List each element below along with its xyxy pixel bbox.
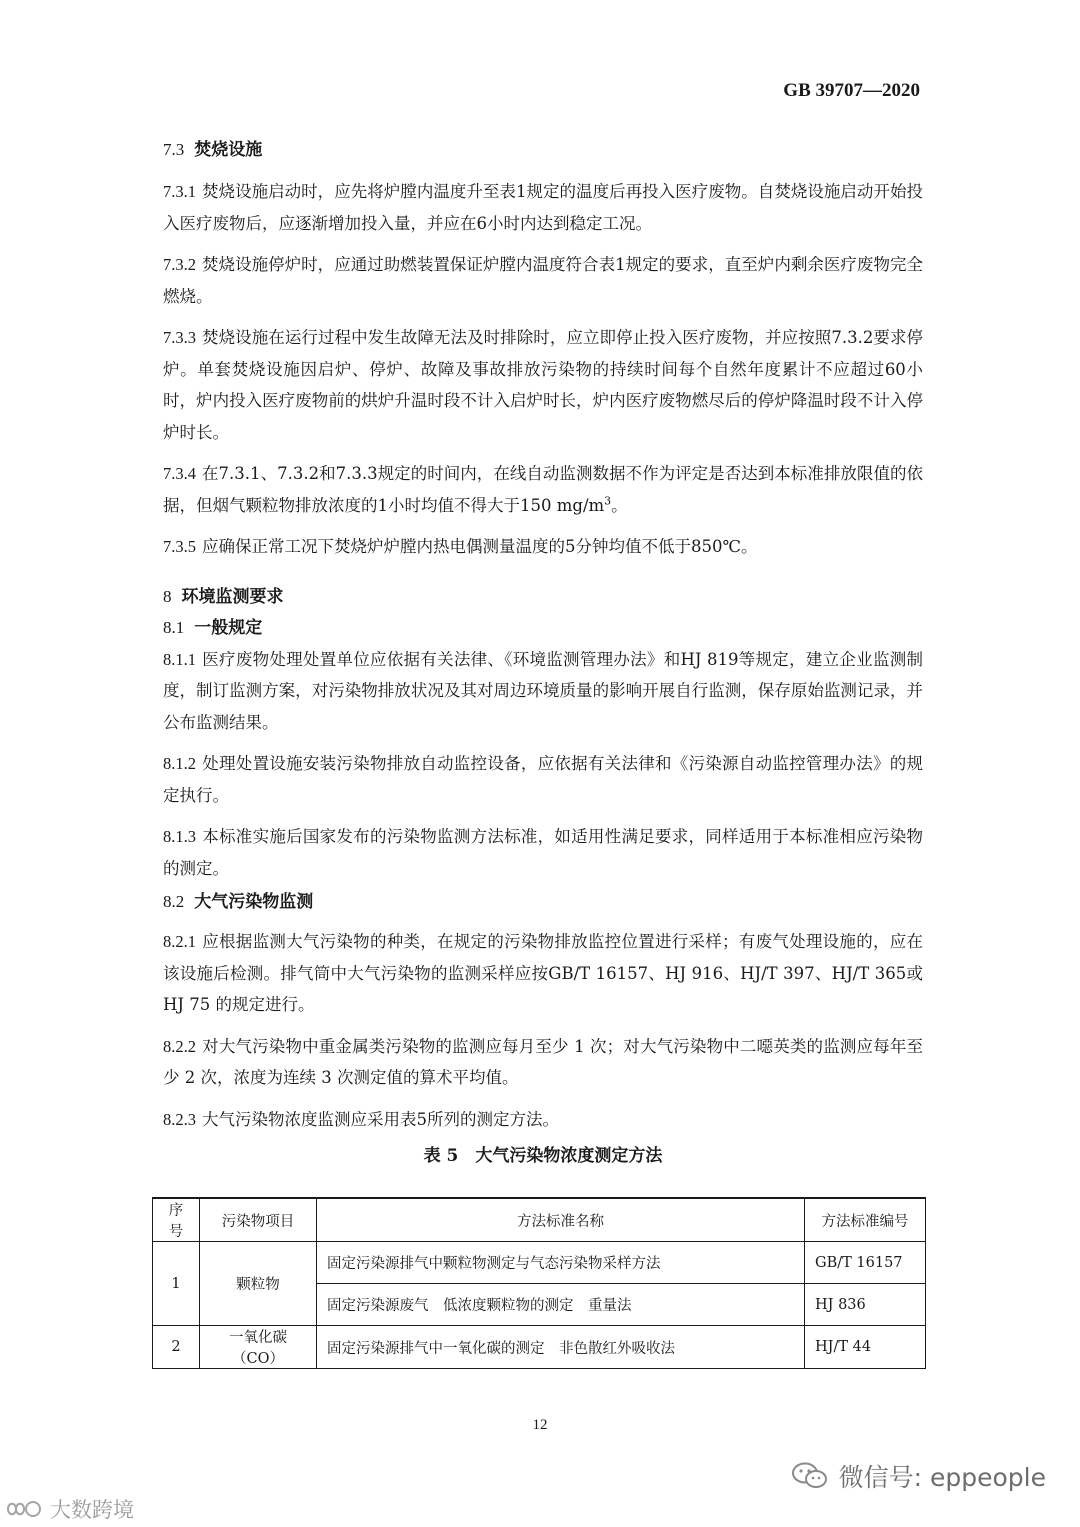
clause-text: 大气污染物浓度监测应采用表5所列的测定方法。: [202, 1109, 559, 1129]
clause-text: 焚烧设施在运行过程中发生故障无法及时排除时，应立即停止投入医疗废物，并应按照7.3.2要求停炉。单套焚烧设施因启炉、停炉、故障及事故排放污染物的持续时间每个自然年度累计不应超过60小时，炉内投入医疗废物前的烘炉升温时段不计入启炉时长，炉内医疗废物燃尽后的停炉降温时段不计入停炉时长。: [163, 328, 923, 442]
paragraph-8-1-3: [163, 821, 923, 884]
clause-number: 7.3.4: [163, 464, 196, 483]
cell-item: 颗粒物: [200, 1242, 317, 1326]
paragraph-7-3-4: [163, 458, 923, 521]
table-5-caption: 表 5 大气污染物浓度测定方法: [423, 1146, 663, 1166]
table-row: [153, 1242, 926, 1284]
clause-text: 焚烧设施启动时，应先将炉膛内温度升至表1规定的温度后再投入医疗废物。自焚烧设施启动开始投入医疗废物后，应逐渐增加投入量，并应在6小时内达到稳定工况。: [163, 182, 923, 233]
header-cell-item: 污染物项目: [200, 1198, 317, 1242]
document-body: [163, 136, 923, 1170]
paragraph-8-1-2: [163, 748, 923, 811]
cell-method-name: 固定污染源废气 低浓度颗粒物的测定 重量法: [317, 1284, 805, 1326]
paragraph-7-3-3: [163, 322, 923, 448]
clause-text: 处理处置设施安装污染物排放自动监控设备，应依据有关法律和《污染源自动监控管理办法》的规定执行。: [163, 754, 923, 805]
standard-code: GB 39707—2020: [783, 80, 920, 101]
cell-no: 2: [153, 1326, 200, 1369]
paragraph-8-2-2: [163, 1031, 923, 1094]
clause-text: 医疗废物处理处置单位应依据有关法律、《环境监测管理办法》和HJ 819等规定，建立企业监测制度，制订监测方案，对污染物排放状况及其对周边环境质量的影响开展自行监测，保存原始监测记录，并公布监测结果。: [163, 649, 923, 732]
cell-method-name: 固定污染源排气中颗粒物测定与气态污染物采样方法: [317, 1242, 805, 1284]
header-cell-no: 序号: [153, 1198, 200, 1242]
cell-no: 1: [153, 1242, 200, 1326]
clause-text: 本标准实施后国家发布的污染物监测方法标准，如适用性满足要求，同样适用于本标准相应污染物的测定。: [163, 827, 923, 878]
clause-text: 焚烧设施停炉时，应通过助燃装置保证炉膛内温度符合表1规定的要求，直至炉内剩余医疗废物完全燃烧。: [163, 255, 923, 306]
section-number: 8.2: [163, 892, 185, 911]
clause-text: 应确保正常工况下焚烧炉炉膛内热电偶测量温度的5分钟均值不低于850℃。: [202, 537, 758, 556]
section-title: 环境监测要求: [181, 586, 284, 607]
wechat-watermark: [791, 1458, 1046, 1494]
section-title: 一般规定: [194, 617, 263, 638]
header-cell-method-code: 方法标准编号: [805, 1198, 926, 1242]
clause-text: 在7.3.1、7.3.2和7.3.3规定的时间内，在线自动监测数据不作为评定是否达到本标准排放限值的依据，但烟气颗粒物排放浓度的1小时均值不得大于150 mg/m: [163, 464, 923, 515]
table-header-row: [153, 1198, 926, 1242]
brand-text: 大数跨境: [50, 1498, 134, 1522]
clause-number: 8.1.2: [163, 754, 196, 773]
infinity-logo-icon: [6, 1498, 44, 1520]
superscript-3: 3: [604, 494, 612, 507]
cell-method-code: HJ/T 44: [805, 1326, 926, 1369]
paragraph-8-2-1: [163, 926, 923, 1021]
section-title: 大气污染物监测: [194, 892, 314, 912]
clause-number: 7.3.1: [163, 182, 196, 201]
clause-number: 8.2.3: [163, 1109, 196, 1129]
brand-watermark: [6, 1494, 134, 1524]
clause-number: 7.3.5: [163, 537, 196, 556]
clause-number: 7.3.3: [163, 328, 196, 347]
section-title: 焚烧设施: [194, 140, 263, 160]
table-row: [153, 1326, 926, 1369]
clause-number: 7.3.2: [163, 255, 196, 274]
section-8-heading: [163, 583, 923, 611]
clause-tail: 。: [611, 495, 628, 515]
cell-method-code: GB/T 16157: [805, 1242, 926, 1284]
table-5: [152, 1197, 926, 1369]
cell-item: 一氧化碳（CO）: [200, 1326, 317, 1369]
paragraph-7-3-2: [163, 249, 923, 312]
section-8-2-heading: [163, 888, 923, 916]
section-number: 8.1: [163, 617, 185, 637]
section-number: 7.3: [163, 140, 185, 159]
section-number: 8: [163, 586, 172, 606]
wechat-icon: [791, 1461, 829, 1491]
clause-number: 8.2.1: [163, 932, 196, 951]
section-7-3-heading: [163, 136, 923, 164]
section-8-1-heading: [163, 614, 923, 642]
clause-number: 8.1.3: [163, 827, 196, 846]
paragraph-8-1-1: [163, 644, 923, 739]
paragraph-7-3-5: [163, 531, 923, 563]
clause-text: 对大气污染物中重金属类污染物的监测应每月至少 1 次；对大气污染物中二噁英类的监测应每年至少 2 次，浓度为连续 3 次测定值的算术平均值。: [163, 1036, 923, 1087]
header-cell-method-name: 方法标准名称: [317, 1198, 805, 1242]
cell-method-code: HJ 836: [805, 1284, 926, 1326]
clause-number: 8.1.1: [163, 649, 196, 669]
wechat-id-text: 微信号: eppeople: [838, 1463, 1046, 1492]
clause-number: 8.2.2: [163, 1036, 196, 1056]
cell-method-name: 固定污染源排气中一氧化碳的测定 非色散红外吸收法: [317, 1326, 805, 1369]
paragraph-7-3-1: [163, 176, 923, 239]
clause-text: 应根据监测大气污染物的种类，在规定的污染物排放监控位置进行采样；有废气处理设施的，应在该设施后检测。排气筒中大气污染物的监测采样应按GB/T 16157、HJ 916、HJ/T 397、HJ/T 365或HJ 75 的规定进行。: [163, 932, 923, 1014]
page-number: 12: [532, 1417, 548, 1433]
paragraph-8-2-3: [163, 1104, 923, 1136]
